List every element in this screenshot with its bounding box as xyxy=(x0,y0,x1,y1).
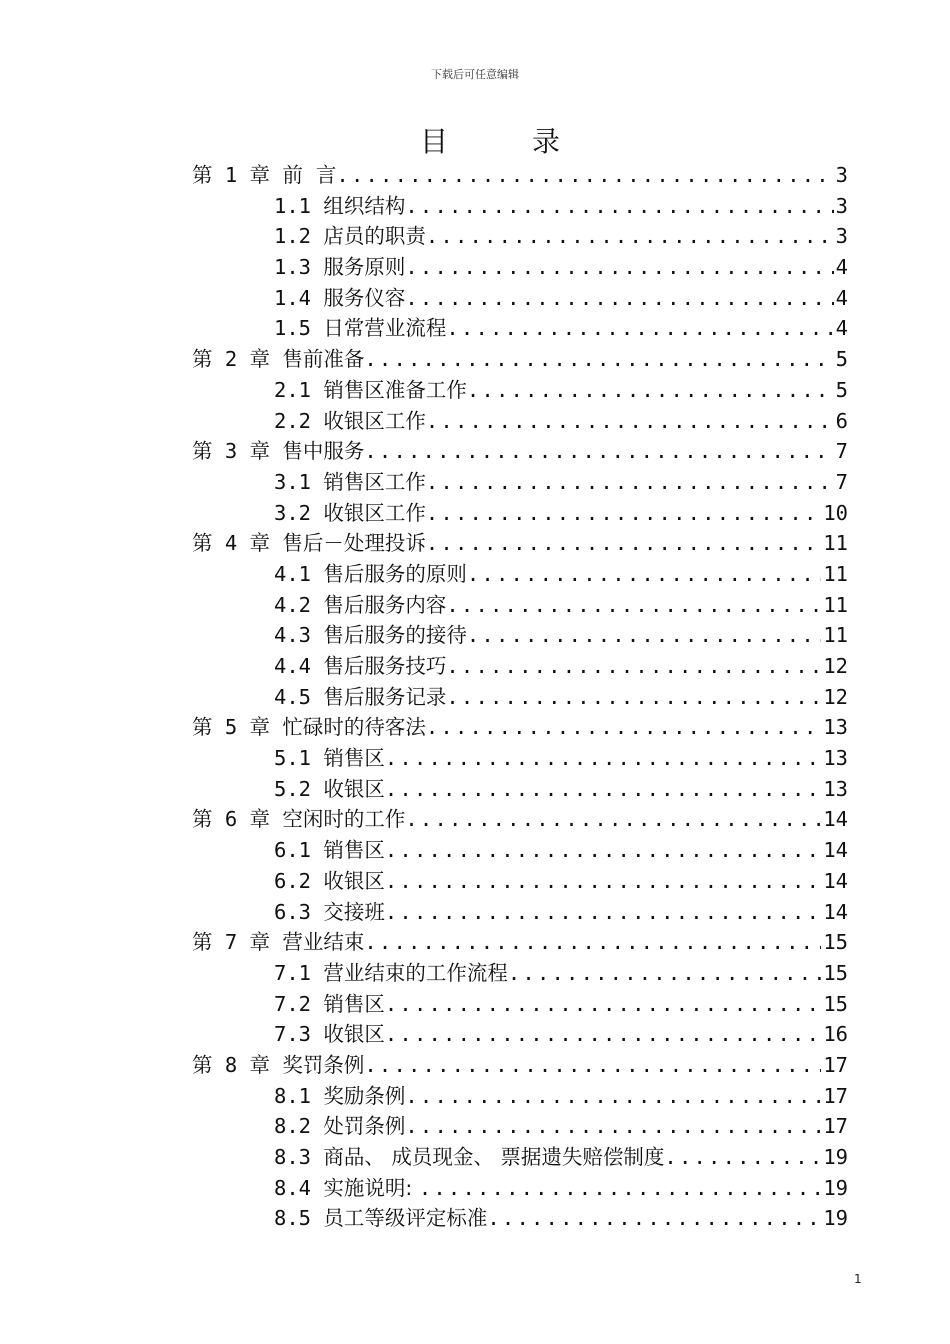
toc-entry-text: 奖励条例 xyxy=(323,1083,406,1108)
toc-entry-page: 15 xyxy=(823,991,848,1016)
toc-dot-leader xyxy=(508,958,821,989)
toc-entry-number: 1.1 xyxy=(274,193,324,218)
toc-entry-text: 组织结构 xyxy=(323,193,406,218)
toc-entry-number: 4.5 xyxy=(274,684,324,709)
toc-entry-label xyxy=(274,682,446,713)
toc-entry-number: 8.5 xyxy=(274,1206,324,1231)
toc-dot-leader xyxy=(405,1111,821,1142)
toc-entry-label xyxy=(274,620,467,651)
toc-dot-leader xyxy=(426,712,821,743)
toc-entry-page: 11 xyxy=(823,623,848,648)
toc-entry-label xyxy=(274,283,405,314)
toc-entry-text: 销售区 xyxy=(323,838,385,863)
toc-entry-page: 10 xyxy=(823,500,848,525)
toc-dot-leader xyxy=(446,682,821,713)
toc-entry-number: 8.1 xyxy=(274,1083,324,1108)
toc-section-entry[interactable] xyxy=(192,774,848,805)
toc-entry-page: 15 xyxy=(823,930,848,955)
toc-chapter-entry[interactable] xyxy=(192,1050,848,1081)
toc-entry-label xyxy=(274,989,385,1020)
toc-entry-text: 售前准备 xyxy=(282,347,365,372)
toc-entry-page: 4 xyxy=(835,255,848,280)
toc-entry-number: 3.1 xyxy=(274,469,324,494)
toc-section-entry[interactable] xyxy=(192,835,848,866)
toc-entry-number: 6.2 xyxy=(274,868,324,893)
toc-dot-leader xyxy=(426,528,821,559)
toc-entry-text: 销售区工作 xyxy=(323,469,426,494)
toc-entry-number: 3.2 xyxy=(274,500,324,525)
toc-dot-leader xyxy=(426,406,834,437)
toc-entry-number: 2.2 xyxy=(274,408,324,433)
toc-entry-number: 第 2 章 xyxy=(192,347,283,372)
toc-entry-text: 前 言 xyxy=(282,163,337,187)
toc-entry-page: 3 xyxy=(835,224,848,249)
toc-entry-page: 14 xyxy=(823,838,848,863)
toc-entry-text: 营业结束的工作流程 xyxy=(323,960,508,985)
toc-entry-text: 售中服务 xyxy=(282,439,365,464)
toc-entry-page: 16 xyxy=(823,1022,848,1047)
toc-entry-page: 12 xyxy=(823,654,848,678)
toc-entry-number: 第 1 章 xyxy=(192,163,283,187)
toc-entry-text: 忙碌时的待客法 xyxy=(282,715,426,740)
toc-entry-number: 8.3 xyxy=(274,1145,324,1169)
toc-section-entry[interactable] xyxy=(192,498,848,529)
table-of-contents xyxy=(192,160,848,1234)
toc-dot-leader xyxy=(385,989,821,1020)
toc-entry-label xyxy=(192,160,336,191)
toc-entry-page: 3 xyxy=(835,163,848,187)
toc-section-entry[interactable] xyxy=(192,1203,848,1234)
toc-section-entry[interactable] xyxy=(192,406,848,437)
toc-chapter-entry[interactable] xyxy=(192,436,848,467)
toc-section-entry[interactable] xyxy=(192,1111,848,1142)
toc-section-entry[interactable] xyxy=(192,283,848,314)
toc-entry-text: 交接班 xyxy=(323,899,385,924)
toc-entry-label xyxy=(274,866,385,897)
toc-entry-page: 12 xyxy=(823,684,848,709)
toc-entry-page: 4 xyxy=(835,285,848,310)
toc-dot-leader xyxy=(364,1050,821,1081)
toc-entry-number: 5.2 xyxy=(274,776,324,801)
toc-entry-label xyxy=(192,528,426,559)
toc-entry-text: 空闲时的工作 xyxy=(282,807,406,832)
toc-dot-leader xyxy=(446,590,821,621)
toc-entry-label xyxy=(192,712,426,743)
toc-chapter-entry[interactable] xyxy=(192,804,848,835)
toc-dot-leader xyxy=(405,191,833,222)
toc-dot-leader xyxy=(405,252,833,283)
toc-section-entry[interactable] xyxy=(192,467,848,498)
toc-entry-number: 1.2 xyxy=(274,224,324,249)
toc-entry-page: 19 xyxy=(823,1145,848,1169)
toc-section-entry[interactable] xyxy=(192,1081,848,1112)
toc-entry-number: 第 4 章 xyxy=(192,531,283,556)
toc-entry-label xyxy=(274,958,508,989)
toc-entry-text: 服务仪容 xyxy=(323,285,406,310)
toc-entry-page: 5 xyxy=(835,347,848,372)
toc-dot-leader xyxy=(364,927,821,958)
toc-entry-page: 7 xyxy=(835,439,848,464)
toc-entry-page: 15 xyxy=(823,960,848,985)
toc-entry-number: 4.4 xyxy=(274,654,324,678)
toc-dot-leader xyxy=(664,1142,821,1173)
toc-entry-number: 4.2 xyxy=(274,592,324,617)
toc-entry-text: 商品、 成员现金、 票据遗失赔偿制度 xyxy=(323,1145,665,1169)
toc-entry-page: 13 xyxy=(823,715,848,740)
toc-entry-label xyxy=(274,498,426,529)
toc-entry-text: 收银区工作 xyxy=(323,500,426,525)
toc-entry-page: 6 xyxy=(835,408,848,433)
toc-entry-label xyxy=(274,1203,487,1234)
toc-title-part2: 录 xyxy=(532,125,561,158)
toc-chapter-entry[interactable] xyxy=(192,344,848,375)
toc-entry-number: 第 8 章 xyxy=(192,1052,283,1077)
toc-section-entry[interactable] xyxy=(192,252,848,283)
toc-dot-leader xyxy=(467,375,834,406)
toc-section-entry[interactable] xyxy=(192,1173,848,1204)
toc-entry-text: 收银区 xyxy=(323,776,385,801)
toc-chapter-entry[interactable] xyxy=(192,712,848,743)
toc-section-entry[interactable] xyxy=(192,221,848,252)
toc-entry-label xyxy=(274,651,446,682)
toc-section-entry[interactable] xyxy=(192,651,848,682)
toc-entry-text: 售后服务内容 xyxy=(323,592,447,617)
toc-entry-number: 5.1 xyxy=(274,746,324,771)
page-header: 下载后可任意编辑 xyxy=(431,68,519,81)
toc-entry-page: 14 xyxy=(823,807,848,832)
toc-section-entry[interactable] xyxy=(192,897,848,928)
toc-entry-text: 售后服务的原则 xyxy=(323,561,467,586)
toc-entry-page: 4 xyxy=(835,316,848,341)
toc-entry-label xyxy=(274,1173,419,1204)
toc-dot-leader xyxy=(385,1019,821,1050)
toc-title-part1: 目 xyxy=(420,125,449,158)
toc-entry-number: 1.3 xyxy=(274,255,324,280)
toc-entry-label xyxy=(192,804,405,835)
toc-entry-text: 售后服务技巧 xyxy=(323,654,447,678)
toc-entry-label xyxy=(274,406,426,437)
toc-entry-label xyxy=(274,467,426,498)
toc-entry-page: 13 xyxy=(823,776,848,801)
toc-dot-leader xyxy=(364,436,833,467)
toc-entry-label xyxy=(274,1019,385,1050)
toc-dot-leader xyxy=(385,866,821,897)
toc-entry-number: 7.3 xyxy=(274,1022,324,1047)
toc-dot-leader xyxy=(446,651,821,682)
toc-entry-text: 销售区 xyxy=(323,991,385,1016)
toc-dot-leader xyxy=(385,774,821,805)
toc-entry-text: 售后－处理投诉 xyxy=(282,531,426,556)
toc-dot-leader xyxy=(336,160,833,191)
toc-entry-number: 2.1 xyxy=(274,377,324,402)
toc-entry-page: 19 xyxy=(823,1175,848,1200)
toc-entry-label xyxy=(192,927,364,958)
toc-entry-label xyxy=(274,1111,405,1142)
toc-entry-label xyxy=(192,1050,364,1081)
toc-entry-text: 店员的职责 xyxy=(323,224,426,249)
toc-dot-leader xyxy=(405,1081,821,1112)
toc-entry-page: 14 xyxy=(823,868,848,893)
toc-entry-page: 5 xyxy=(835,377,848,402)
toc-entry-label xyxy=(274,1081,405,1112)
toc-entry-number: 1.4 xyxy=(274,285,324,310)
toc-entry-label xyxy=(274,221,426,252)
toc-entry-number: 第 5 章 xyxy=(192,715,283,740)
toc-entry-text: 销售区准备工作 xyxy=(323,377,467,402)
toc-dot-leader xyxy=(426,467,834,498)
toc-chapter-entry[interactable] xyxy=(192,528,848,559)
toc-entry-number: 8.2 xyxy=(274,1114,324,1139)
toc-entry-text: 售后服务记录 xyxy=(323,684,447,709)
toc-entry-page: 11 xyxy=(823,531,848,556)
toc-entry-label xyxy=(274,897,385,928)
toc-entry-page: 17 xyxy=(823,1083,848,1108)
toc-entry-text: 售后服务的接待 xyxy=(323,623,467,648)
toc-entry-page: 14 xyxy=(823,899,848,924)
toc-entry-number: 7.2 xyxy=(274,991,324,1016)
toc-section-entry[interactable] xyxy=(192,743,848,774)
toc-dot-leader xyxy=(467,620,821,651)
toc-entry-label xyxy=(274,313,446,344)
toc-entry-text: 处罚条例 xyxy=(323,1114,406,1139)
toc-entry-number: 第 3 章 xyxy=(192,439,283,464)
toc-entry-text: 日常营业流程 xyxy=(323,316,447,341)
toc-entry-number: 4.1 xyxy=(274,561,324,586)
toc-dot-leader xyxy=(385,897,821,928)
toc-section-entry[interactable] xyxy=(192,682,848,713)
toc-dot-leader xyxy=(419,1173,822,1204)
toc-entry-page: 11 xyxy=(823,592,848,617)
toc-entry-label xyxy=(192,344,364,375)
toc-entry-number: 7.1 xyxy=(274,960,324,985)
toc-entry-text: 服务原则 xyxy=(323,255,406,280)
toc-section-entry[interactable] xyxy=(192,866,848,897)
toc-section-entry[interactable] xyxy=(192,1142,848,1173)
toc-dot-leader xyxy=(426,498,821,529)
toc-entry-page: 3 xyxy=(835,193,848,218)
toc-section-entry[interactable] xyxy=(192,375,848,406)
toc-section-entry[interactable] xyxy=(192,191,848,222)
toc-entry-label xyxy=(274,252,405,283)
toc-dot-leader xyxy=(426,221,834,252)
toc-entry-text: 奖罚条例 xyxy=(282,1052,365,1077)
toc-entry-number: 第 6 章 xyxy=(192,807,283,832)
page-number: 1 xyxy=(854,1272,862,1286)
toc-entry-page: 13 xyxy=(823,746,848,771)
toc-entry-number: 6.1 xyxy=(274,838,324,863)
toc-entry-label xyxy=(274,1142,664,1173)
toc-dot-leader xyxy=(385,743,821,774)
toc-entry-label xyxy=(274,375,467,406)
toc-section-entry[interactable] xyxy=(192,620,848,651)
toc-dot-leader xyxy=(467,559,821,590)
toc-entry-text: 实施说明: xyxy=(323,1175,419,1200)
toc-entry-text: 销售区 xyxy=(323,746,385,771)
toc-entry-number: 8.4 xyxy=(274,1175,324,1200)
toc-chapter-entry[interactable] xyxy=(192,160,848,191)
toc-entry-text: 营业结束 xyxy=(282,930,365,955)
toc-chapter-entry[interactable] xyxy=(192,927,848,958)
toc-entry-page: 19 xyxy=(823,1206,848,1231)
toc-entry-label xyxy=(192,436,364,467)
toc-section-entry[interactable] xyxy=(192,590,848,621)
toc-section-entry[interactable] xyxy=(192,313,848,344)
toc-entry-number: 4.3 xyxy=(274,623,324,648)
toc-dot-leader xyxy=(446,313,833,344)
toc-entry-text: 收银区 xyxy=(323,868,385,893)
toc-dot-leader xyxy=(385,835,821,866)
toc-entry-number: 6.3 xyxy=(274,899,324,924)
toc-entry-number: 1.5 xyxy=(274,316,324,341)
toc-section-entry[interactable] xyxy=(192,989,848,1020)
toc-entry-page: 17 xyxy=(823,1114,848,1139)
toc-entry-text: 收银区工作 xyxy=(323,408,426,433)
toc-entry-label xyxy=(274,774,385,805)
toc-dot-leader xyxy=(364,344,833,375)
toc-entry-label xyxy=(274,743,385,774)
toc-entry-text: 收银区 xyxy=(323,1022,385,1047)
toc-section-entry[interactable] xyxy=(192,958,848,989)
toc-dot-leader xyxy=(405,804,821,835)
toc-entry-label xyxy=(274,559,467,590)
toc-entry-page: 11 xyxy=(823,561,848,586)
toc-section-entry[interactable] xyxy=(192,559,848,590)
toc-entry-page: 7 xyxy=(835,469,848,494)
toc-dot-leader xyxy=(405,283,833,314)
toc-entry-label xyxy=(274,835,385,866)
toc-section-entry[interactable] xyxy=(192,1019,848,1050)
toc-dot-leader xyxy=(487,1203,821,1234)
toc-entry-text: 员工等级评定标准 xyxy=(323,1206,488,1231)
toc-entry-label xyxy=(274,590,446,621)
toc-entry-page: 17 xyxy=(823,1052,848,1077)
toc-entry-number: 第 7 章 xyxy=(192,930,283,955)
toc-entry-label xyxy=(274,191,405,222)
